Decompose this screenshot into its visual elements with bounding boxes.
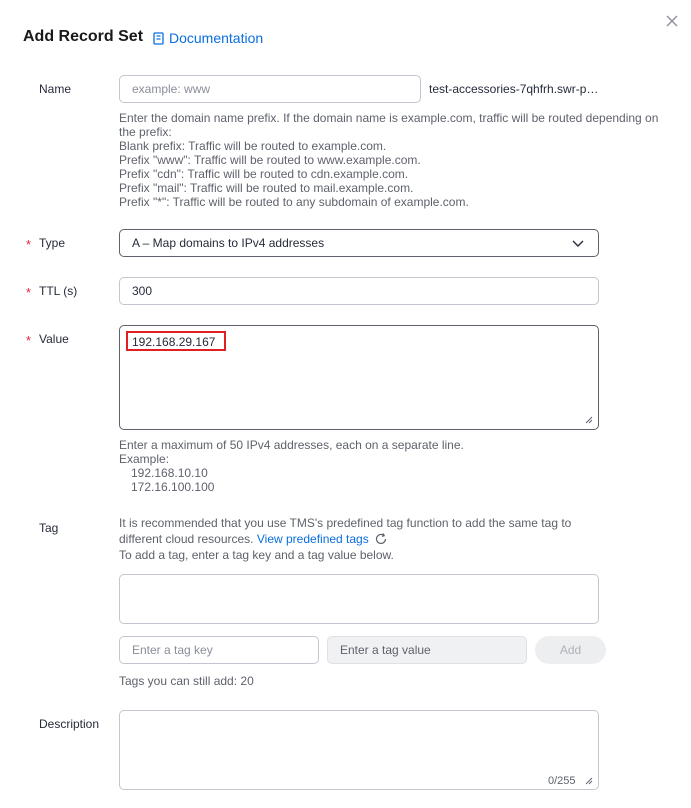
add-tag-button[interactable]: Add — [535, 636, 606, 664]
value-label: Value — [39, 332, 69, 346]
description-label: Description — [39, 717, 100, 731]
example-ip: 192.168.10.10 — [131, 466, 208, 480]
domain-suffix: test-accessories-7qhfrh.swr-p… — [429, 82, 599, 96]
help-line: Enter a maximum of 50 IPv4 addresses, each on a separate line. — [119, 438, 464, 452]
type-select-value: A – Map domains to IPv4 addresses — [132, 236, 325, 250]
help-line: Prefix "www": Traffic will be routed to www.example.com. — [119, 153, 421, 167]
help-line: the prefix: — [119, 125, 172, 139]
help-line: It is recommended that you use TMS's predefined tag function to add the same tag to — [119, 516, 572, 530]
required-mark: * — [26, 333, 32, 348]
dialog-title: Add Record Set — [23, 28, 144, 45]
required-mark: * — [26, 237, 32, 252]
ttl-input[interactable]: 300 — [119, 277, 599, 305]
tags-remaining-text: Tags you can still add: 20 — [119, 674, 254, 688]
chevron-down-icon — [572, 240, 584, 248]
resize-handle-icon[interactable] — [585, 777, 593, 785]
required-mark: * — [26, 285, 32, 300]
refresh-icon[interactable] — [374, 532, 388, 546]
value-highlight-box — [126, 331, 226, 351]
help-line: Prefix "cdn": Traffic will be routed to cdn.example.com. — [119, 167, 409, 181]
name-input[interactable]: example: www — [119, 75, 421, 103]
document-icon — [153, 32, 164, 45]
description-textarea[interactable] — [119, 710, 599, 790]
help-line: Blank prefix: Traffic will be routed to example.com. — [119, 139, 387, 153]
description-char-counter: 0/255 — [548, 775, 576, 787]
type-select[interactable] — [119, 229, 599, 257]
tag-value-input[interactable]: Enter a tag value — [327, 636, 527, 664]
tag-key-input[interactable]: Enter a tag key — [119, 636, 319, 664]
ttl-label: TTL (s) — [39, 284, 78, 298]
help-line: To add a tag, enter a tag key and a tag value below. — [119, 548, 394, 562]
documentation-link[interactable] — [153, 30, 263, 46]
help-line-text: different cloud resources. — [119, 532, 254, 546]
value-text: 192.168.29.167 — [132, 335, 216, 349]
help-line: Prefix "mail": Traffic will be routed to mail.example.com. — [119, 181, 414, 195]
value-help-text — [119, 438, 464, 494]
help-line: Example: — [119, 452, 170, 466]
name-help-text — [119, 111, 658, 209]
resize-handle-icon[interactable] — [585, 416, 593, 424]
help-line: Prefix "*": Traffic will be routed to any subdomain of example.com. — [119, 195, 469, 209]
tag-help-text — [119, 515, 571, 563]
tag-list-area — [119, 574, 599, 624]
name-label: Name — [39, 82, 72, 96]
tag-label: Tag — [39, 521, 59, 535]
close-icon[interactable] — [665, 14, 679, 28]
example-ip: 172.16.100.100 — [131, 480, 215, 494]
type-label: Type — [39, 236, 66, 250]
help-line — [119, 531, 571, 547]
help-line: Enter the domain name prefix. If the domain name is example.com, traffic will be routed depending on — [119, 111, 659, 125]
documentation-link-label: Documentation — [169, 30, 264, 46]
view-predefined-tags-link[interactable]: View predefined tags — [256, 532, 369, 546]
